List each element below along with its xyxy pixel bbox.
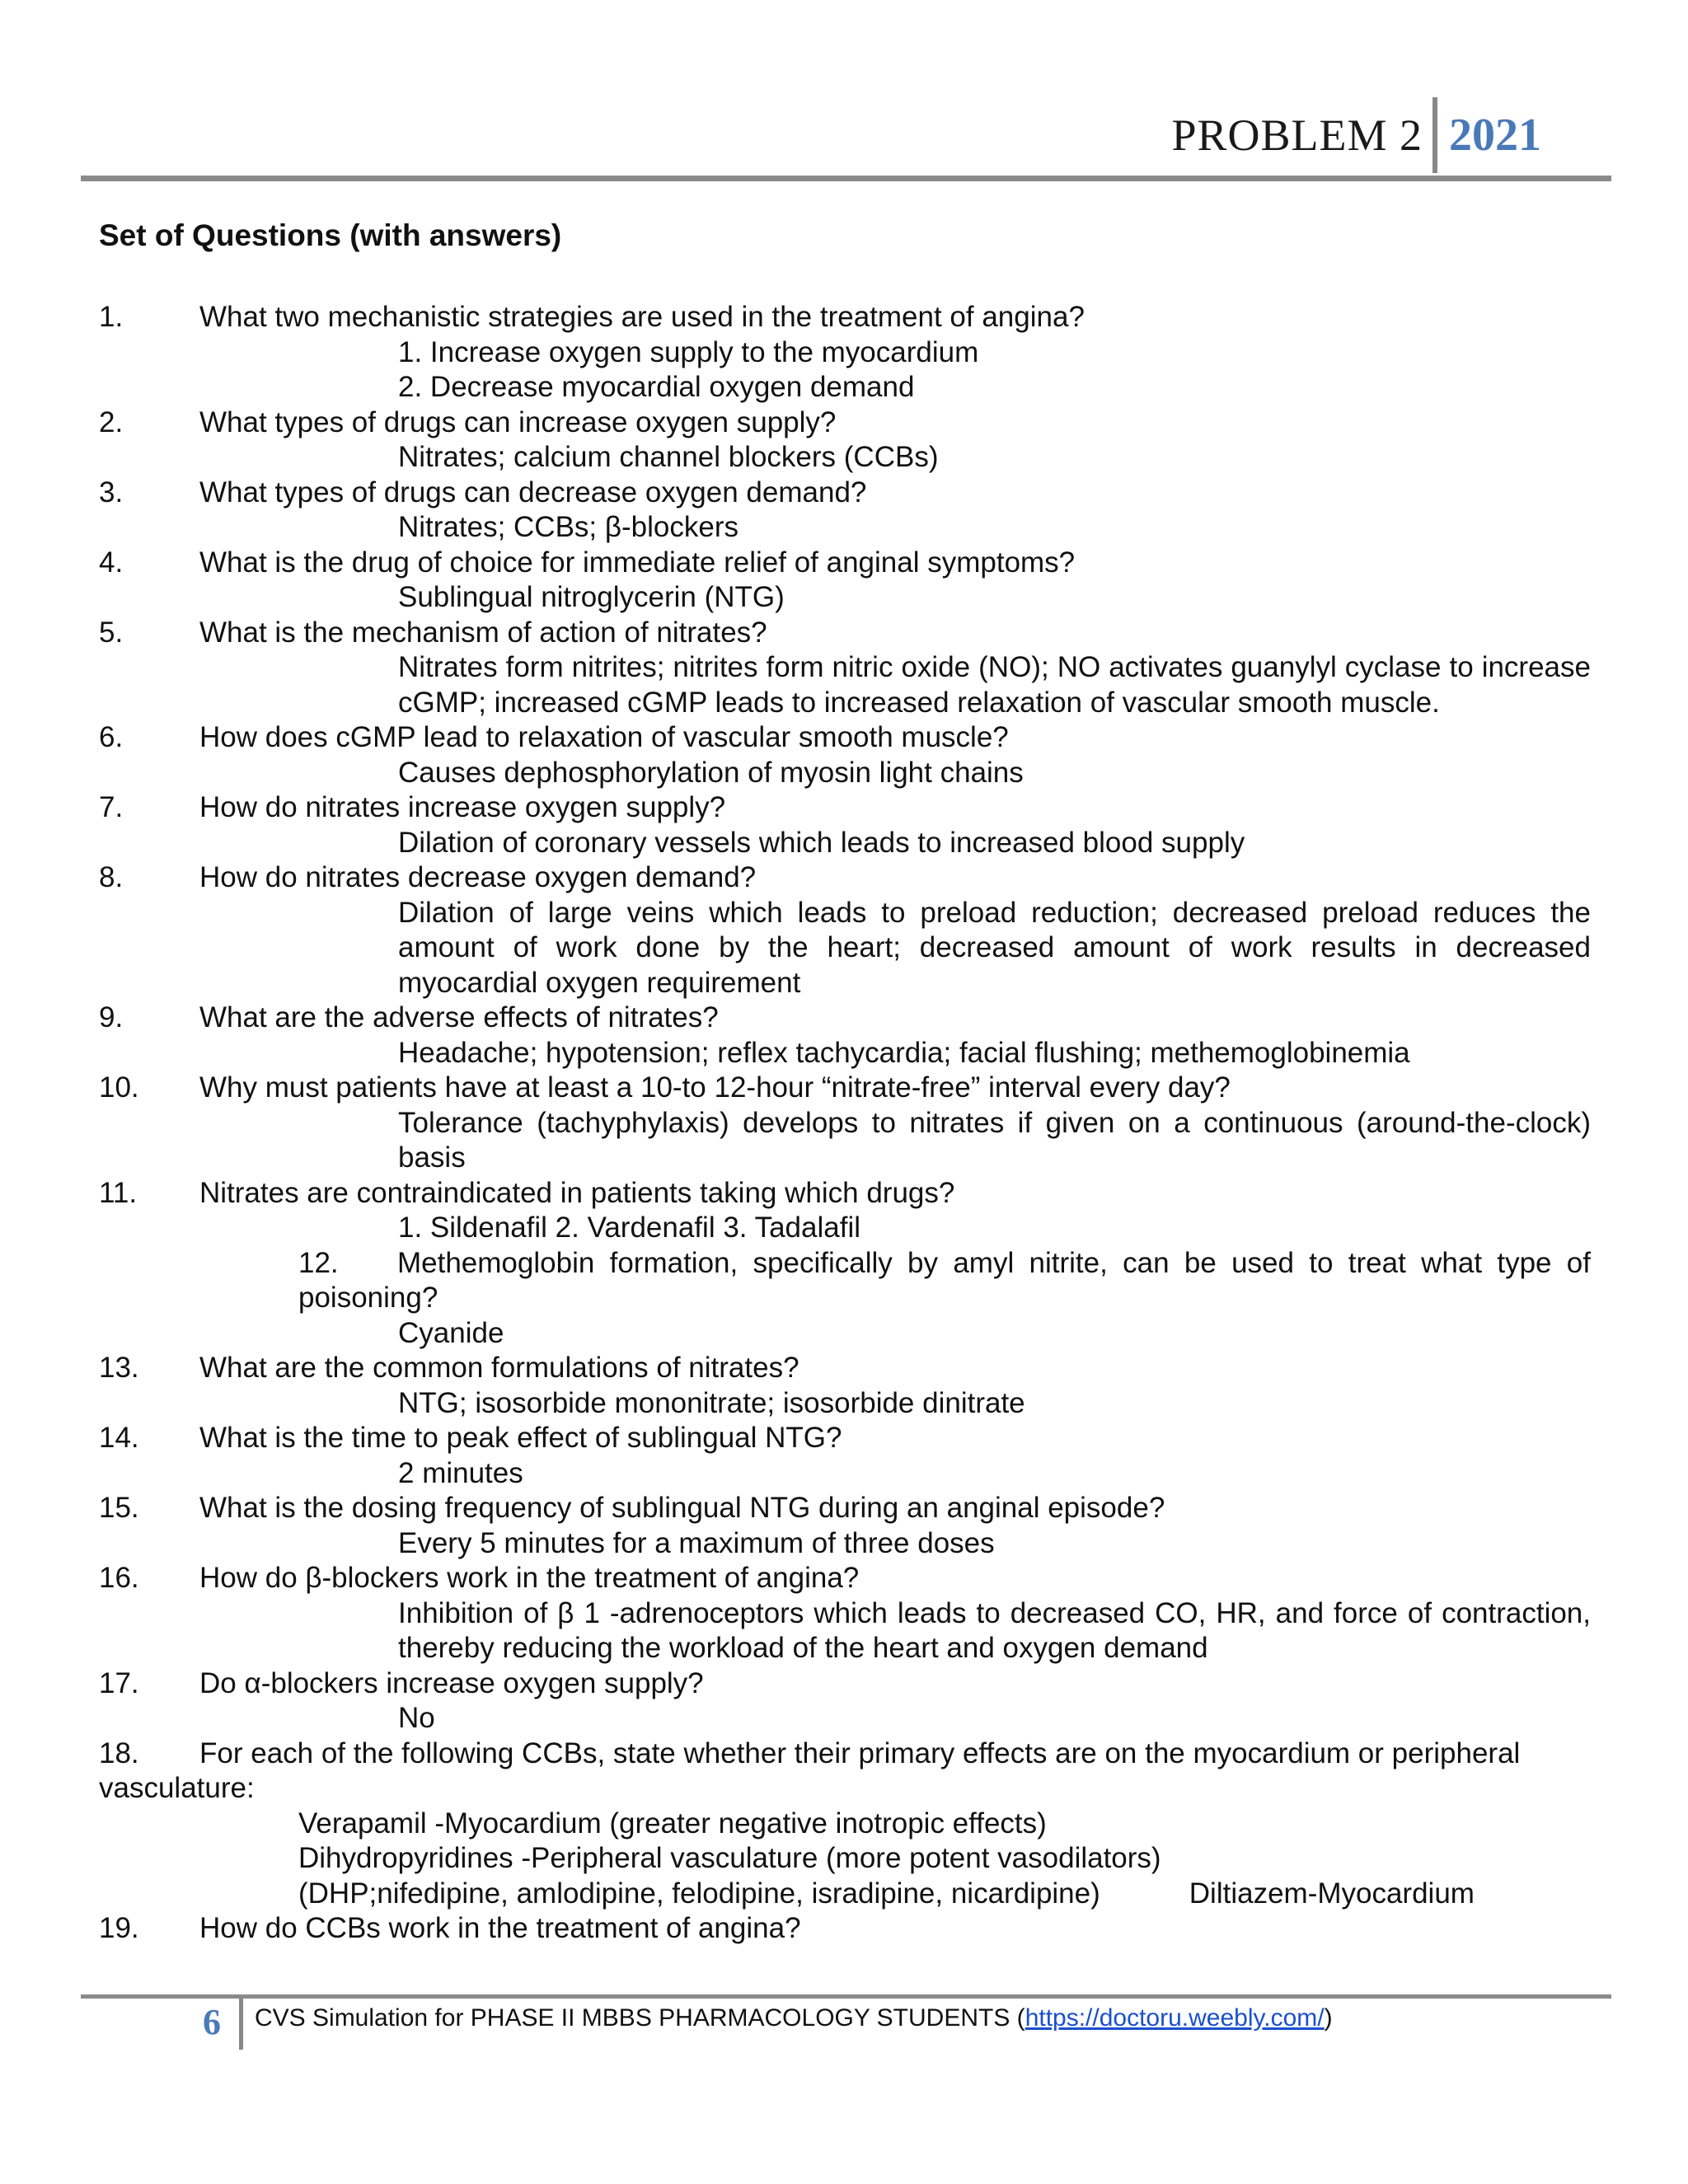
answer-14: 2 minutes bbox=[398, 1456, 523, 1489]
question-text: What is the mechanism of action of nitrates? bbox=[199, 616, 767, 649]
answer-18-verapamil: Verapamil -Myocardium (greater negative inotropic effects) bbox=[298, 1807, 1047, 1840]
question-number: 1. bbox=[99, 301, 124, 333]
question-text: How do nitrates increase oxygen supply? bbox=[199, 791, 726, 823]
question-list bbox=[99, 300, 1591, 1947]
answer-16: Inhibition of β 1 -adrenoceptors which leads to decreased CO, HR, and force of contraction, thereby reducing the workload of the heart and oxygen demand bbox=[398, 1596, 1591, 1664]
answer-9: Headache; hypotension; reflex tachycardia; facial flushing; methemoglobinemia bbox=[398, 1036, 1410, 1069]
question-number: 2. bbox=[99, 405, 124, 438]
answer-3: Nitrates; CCBs; β-blockers bbox=[398, 511, 738, 543]
question-16 bbox=[99, 1561, 1591, 1596]
question-text: What is the drug of choice for immediate relief of anginal symptoms? bbox=[199, 546, 1076, 579]
question-text: How do nitrates decrease oxygen demand? bbox=[199, 861, 757, 893]
answer-13: NTG; isosorbide mononitrate; isosorbide dinitrate bbox=[398, 1386, 1025, 1419]
question-4 bbox=[99, 546, 1591, 581]
answer-4: Sublingual nitroglycerin (NTG) bbox=[398, 581, 785, 613]
question-text: How do CCBs work in the treatment of angina? bbox=[199, 1912, 801, 1944]
question-text: Do α-blockers increase oxygen supply? bbox=[199, 1666, 704, 1699]
question-number: 14. bbox=[99, 1422, 139, 1454]
answer-17: No bbox=[398, 1702, 435, 1734]
question-number: 3. bbox=[99, 476, 124, 509]
question-12 bbox=[99, 1246, 1591, 1316]
question-number: 8. bbox=[99, 861, 124, 893]
answer-6: Causes dephosphorylation of myosin light chains bbox=[398, 756, 1024, 789]
question-1 bbox=[99, 300, 1591, 335]
answer-11: 1. Sildenafil 2. Vardenafil 3. Tadalafil bbox=[398, 1212, 861, 1244]
question-2 bbox=[99, 405, 1591, 441]
question-15 bbox=[99, 1491, 1591, 1526]
question-number: 17. bbox=[99, 1666, 139, 1699]
answer-1a: 1. Increase oxygen supply to the myocardium bbox=[398, 335, 979, 368]
question-text: Why must patients have at least a 10-to 12-hour “nitrate-free” interval every day? bbox=[199, 1071, 1231, 1104]
question-text: How does cGMP lead to relaxation of vascular smooth muscle? bbox=[199, 721, 1009, 753]
footer-text bbox=[255, 2004, 1333, 2032]
question-number: 4. bbox=[99, 546, 124, 579]
question-9 bbox=[99, 1001, 1591, 1036]
page-header bbox=[0, 97, 1541, 173]
answer-7: Dilation of coronary vessels which leads to increased blood supply bbox=[398, 826, 1245, 859]
question-text: What is the time to peak effect of sublingual NTG? bbox=[199, 1422, 842, 1454]
question-5 bbox=[99, 616, 1591, 651]
question-number: 12. bbox=[298, 1246, 339, 1279]
answer-18-diltiazem: Diltiazem-Myocardium bbox=[1189, 1877, 1475, 1910]
answer-12: Cyanide bbox=[398, 1316, 504, 1349]
question-number: 15. bbox=[99, 1492, 139, 1524]
question-text: Methemoglobin formation, specifically by amyl nitrite, can be used to treat what type of poisoning? bbox=[298, 1246, 1591, 1314]
question-6 bbox=[99, 720, 1591, 756]
question-19 bbox=[99, 1911, 1591, 1947]
header-separator bbox=[1432, 97, 1437, 173]
question-number: 16. bbox=[99, 1562, 139, 1594]
question-18 bbox=[99, 1736, 1591, 1807]
question-number: 10. bbox=[99, 1071, 139, 1104]
question-text: What two mechanistic strategies are used in the treatment of angina? bbox=[199, 301, 1085, 333]
question-number: 5. bbox=[99, 616, 124, 649]
header-year: 2021 bbox=[1449, 110, 1541, 161]
footer-separator bbox=[239, 1999, 243, 2050]
question-number: 19. bbox=[99, 1912, 139, 1944]
answer-1b: 2. Decrease myocardial oxygen demand bbox=[398, 371, 915, 403]
footer-close: ) bbox=[1324, 2004, 1333, 2032]
question-14 bbox=[99, 1421, 1591, 1456]
question-number: 6. bbox=[99, 721, 124, 753]
question-11 bbox=[99, 1176, 1591, 1212]
page-number: 6 bbox=[203, 2002, 221, 2042]
answer-18-dhp-list: (DHP;nifedipine, amlodipine, felodipine, isradipine, nicardipine) bbox=[298, 1877, 1100, 1910]
question-text: What are the common formulations of nitrates? bbox=[199, 1352, 799, 1384]
answer-2: Nitrates; calcium channel blockers (CCBs) bbox=[398, 441, 939, 473]
question-number: 18. bbox=[99, 1736, 139, 1769]
question-17 bbox=[99, 1666, 1591, 1702]
answer-10: Tolerance (tachyphylaxis) develops to nitrates if given on a continuous (around-the-clock) basis bbox=[398, 1106, 1591, 1174]
question-number: 13. bbox=[99, 1352, 139, 1384]
answer-8: Dilation of large veins which leads to preload reduction; decreased preload reduces the amount of work done by the heart; decreased amount of work results in decreased myocardial oxygen requirement bbox=[398, 896, 1591, 999]
answer-5: Nitrates form nitrites; nitrites form nitric oxide (NO); NO activates guanylyl cyclase to increase cGMP; increased cGMP leads to increased relaxation of vascular smooth muscle. bbox=[398, 651, 1591, 719]
answer-15: Every 5 minutes for a maximum of three doses bbox=[398, 1526, 995, 1559]
footer-link[interactable]: https://doctoru.weebly.com/ bbox=[1025, 2004, 1325, 2032]
question-10 bbox=[99, 1071, 1591, 1106]
question-number: 9. bbox=[99, 1001, 124, 1033]
header-title: PROBLEM 2 bbox=[1171, 110, 1423, 160]
question-7 bbox=[99, 790, 1591, 826]
question-13 bbox=[99, 1351, 1591, 1386]
question-number: 7. bbox=[99, 791, 124, 823]
footer-rule bbox=[81, 1994, 1611, 1999]
header-rule bbox=[81, 176, 1611, 181]
question-8 bbox=[99, 860, 1591, 896]
question-text: How do β-blockers work in the treatment of angina? bbox=[199, 1562, 860, 1594]
section-heading: Set of Questions (with answers) bbox=[99, 218, 562, 252]
question-text: For each of the following CCBs, state whether their primary effects are on the myocardium or peripheral vasculature: bbox=[99, 1736, 1521, 1804]
question-number: 11. bbox=[99, 1176, 138, 1209]
question-text: What types of drugs can decrease oxygen demand? bbox=[199, 476, 867, 509]
answer-18-dihydropyridines: Dihydropyridines -Peripheral vasculature (more potent vasodilators) bbox=[298, 1842, 1161, 1874]
question-text: Nitrates are contraindicated in patients taking which drugs? bbox=[199, 1176, 955, 1209]
footer-label: CVS Simulation for PHASE II MBBS PHARMACOLOGY STUDENTS ( bbox=[255, 2004, 1025, 2032]
question-text: What types of drugs can increase oxygen supply? bbox=[199, 405, 837, 438]
answer-18-dhp-line bbox=[99, 1877, 1591, 1912]
question-3 bbox=[99, 476, 1591, 511]
question-text: What is the dosing frequency of sublingual NTG during an anginal episode? bbox=[199, 1492, 1165, 1524]
question-text: What are the adverse effects of nitrates? bbox=[199, 1001, 719, 1033]
